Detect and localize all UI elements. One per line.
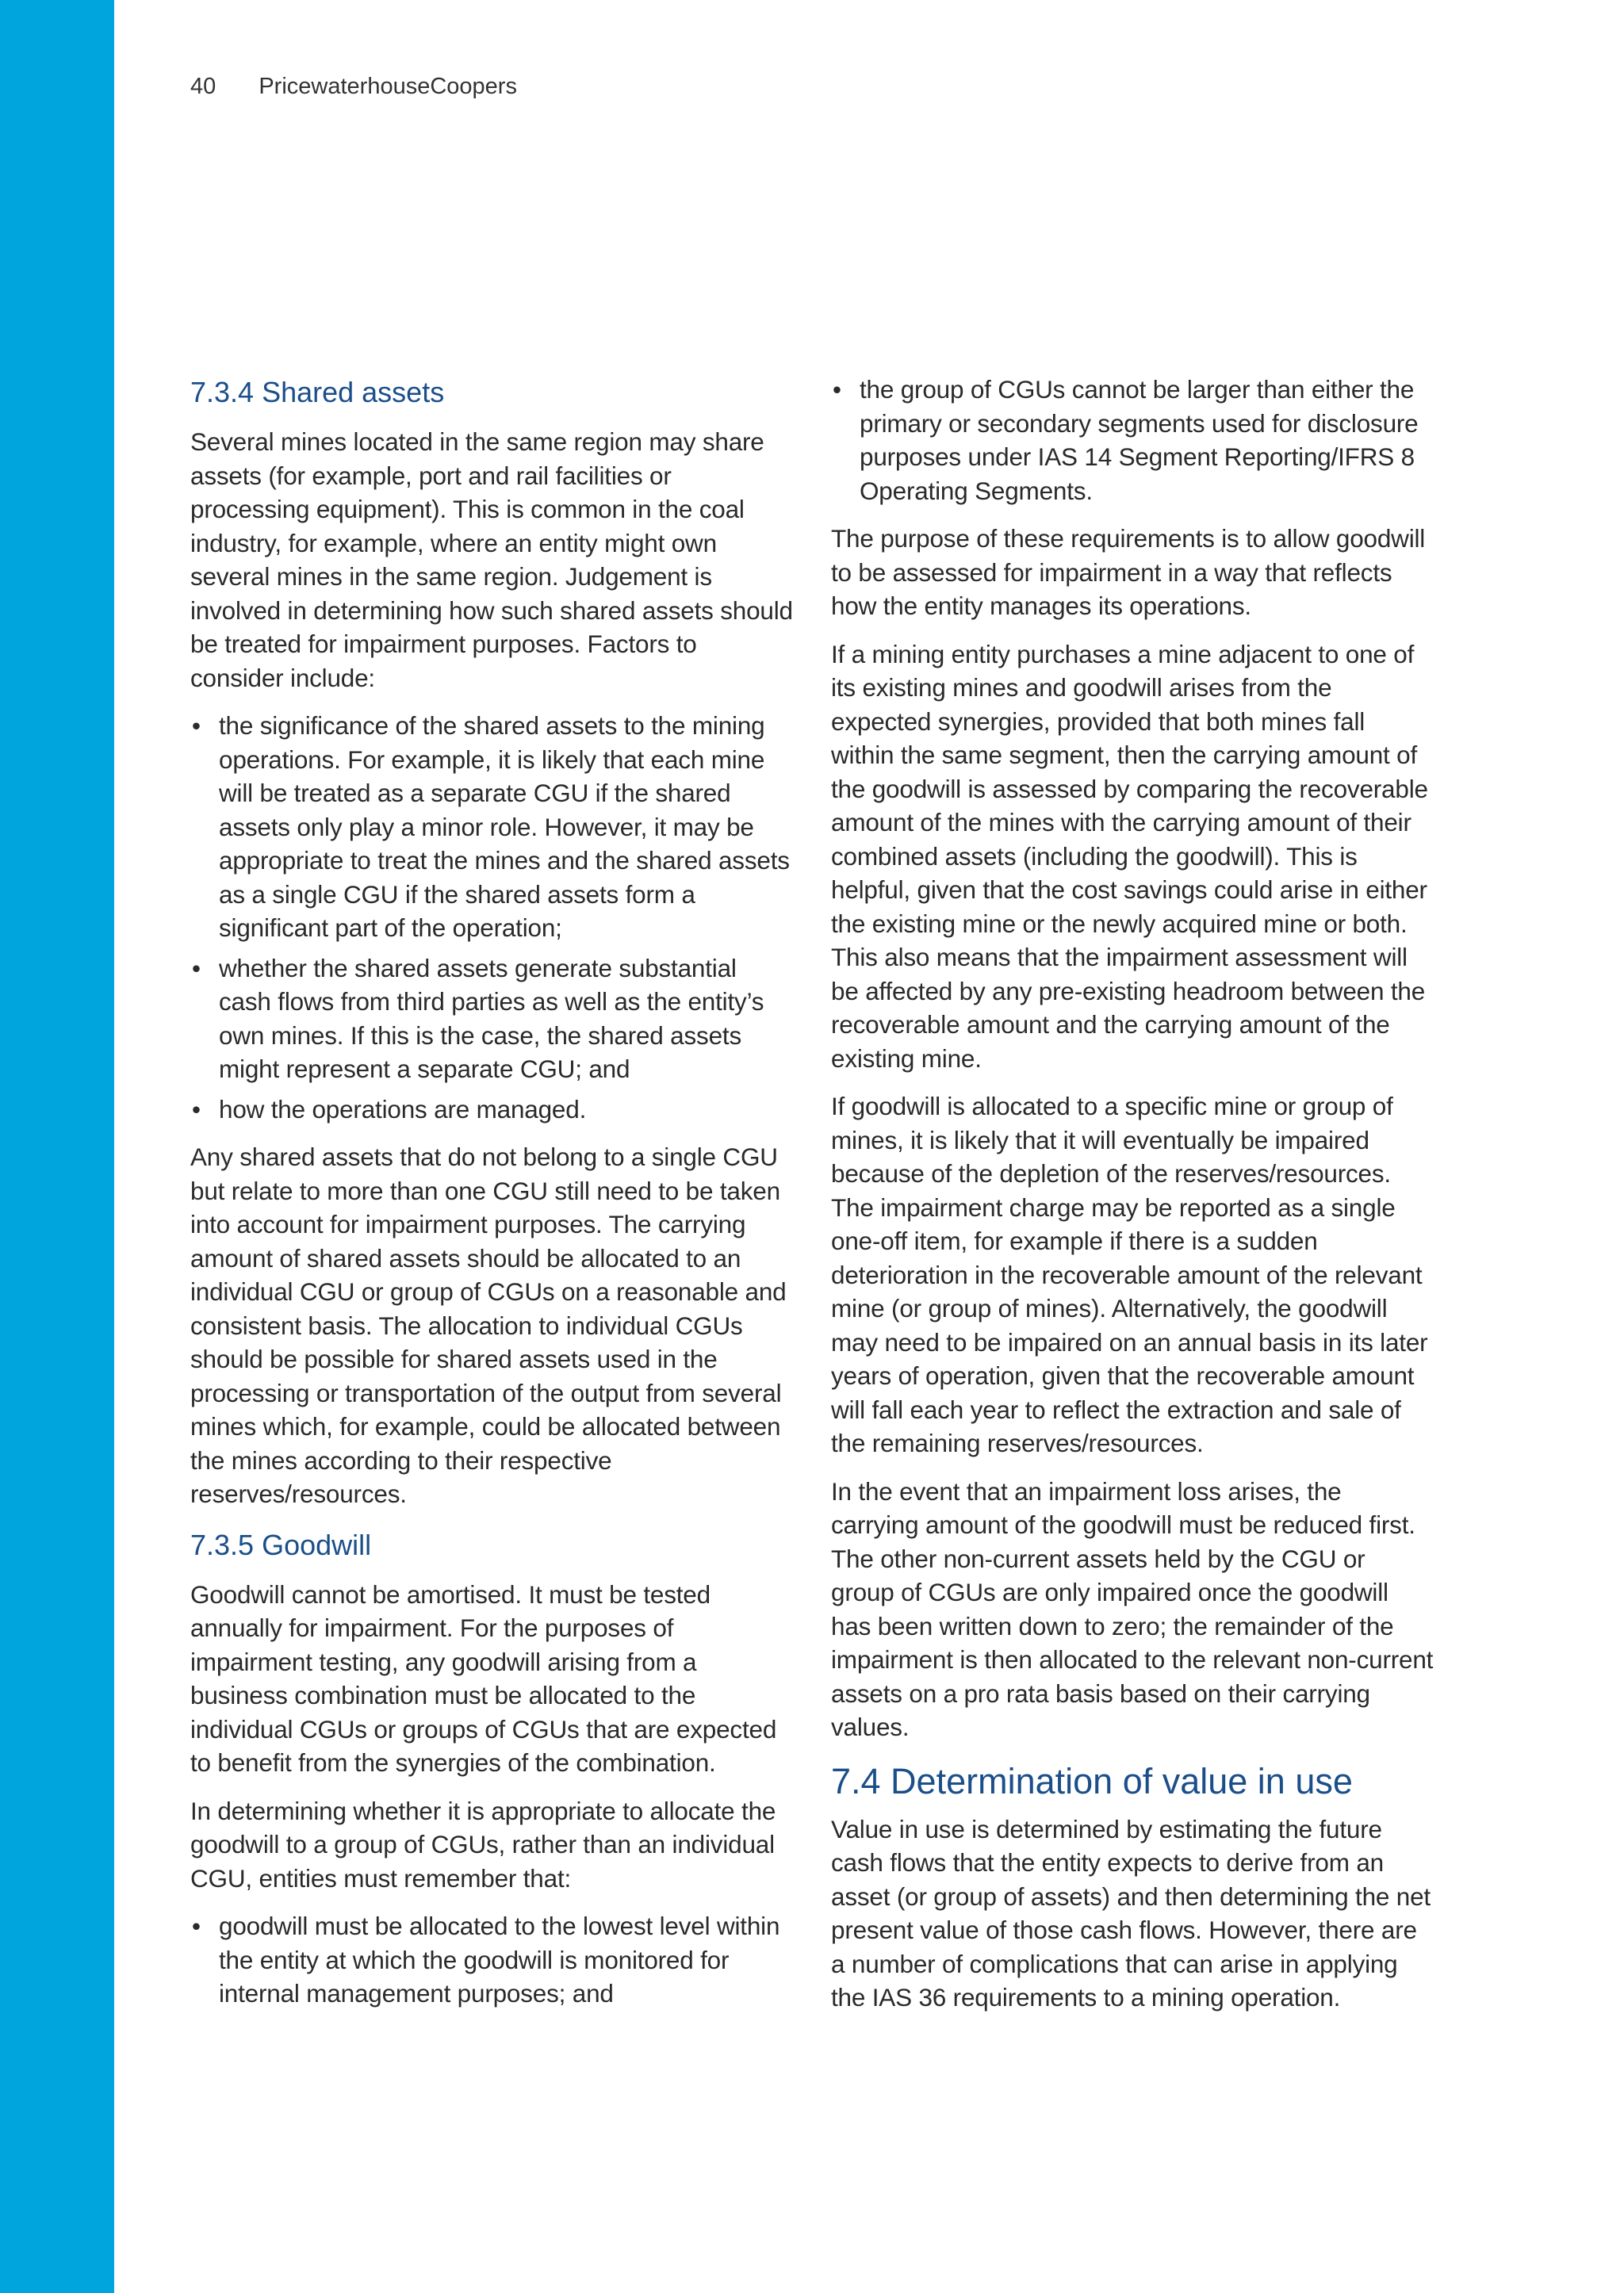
bullet-icon: • (192, 1912, 201, 1940)
bullet-icon: • (833, 375, 841, 404)
bullet-list (190, 709, 793, 1126)
company-name: PricewaterhouseCoopers (259, 74, 517, 99)
bullet-list (190, 1909, 793, 2011)
bullet-icon: • (192, 711, 201, 740)
list-item-text: how the operations are managed. (219, 1094, 587, 1124)
paragraph: Any shared assets that do not belong to a single CGU but relate to more than one CGU still need to be taken into account for impairment purposes. The carrying amount of shared assets should be allocated to an individual CGU or group of CGUs on a reasonable and consistent basis. The allocation to individual CGUs should be possible for shared assets used in the processing or transportation of the output from several mines which, for example, could be allocated between the mines according to their respective reserves/resources. (190, 1143, 787, 1508)
list-item (190, 951, 793, 1086)
paragraph: If goodwill is allocated to a specific mine or group of mines, it is likely that it will eventually be impaired because of the depletion of the reserves/resources. The impairment charge may be reported as a single one-off item, for example if there is a sudden deterioration in the recoverable amount of the relevant mine (or group of mines). Alternatively, the goodwill may need to be impaired on an annual basis in its later years of operation, given that the recoverable amount will fall each year to reflect the extraction and sale of the remaining reserves/resources. (831, 1092, 1428, 1457)
list-item (190, 1909, 793, 2011)
right-column (831, 373, 1434, 2029)
page-number: 40 (190, 74, 216, 99)
bullet-icon: • (192, 953, 201, 982)
paragraph: Value in use is determined by estimating the future cash flows that the entity expects to derive from an asset (or group of assets) and then determining the net present value of those cash flows. However, there are a number of complications that can arise in applying the IAS 36 requirements to a mining operation. (831, 1814, 1431, 2012)
side-color-band (0, 0, 114, 2293)
paragraph: If a mining entity purchases a mine adjacent to one of its existing mines and goodwill arises from the expected synergies, provided that both mines fall within the same segment, then the carrying amount of the goodwill is assessed by comparing the recoverable amount of the mines with the carrying amount of their combined assets (including the goodwill). This is helpful, given that the cost savings could arise in either the existing mine or the newly acquired mine or both. This also means that the impairment assessment will be affected by any pre-existing headroom between the recoverable amount and the carrying amount of the existing mine. (831, 639, 1428, 1073)
paragraph: Several mines located in the same region may share assets (for example, port and rail facilities or processing equipment). This is common in the coal industry, for example, where an entity might own several mines in the same region. Judgement is involved in determining how such shared assets should be treated for impairment purposes. Factors to consider include: (190, 427, 793, 692)
list-item (831, 373, 1434, 507)
section-heading-goodwill: 7.3.5 Goodwill (190, 1528, 372, 1561)
list-item (190, 1093, 793, 1127)
page-header (190, 71, 517, 102)
bullet-icon: • (192, 1094, 201, 1124)
paragraph: The purpose of these requirements is to allow goodwill to be assessed for impairment in a way that reflects how the entity manages its operations. (831, 524, 1426, 620)
list-item-text: the group of CGUs cannot be larger than either the primary or secondary segments used for disclosure purposes under IAS 14 Segment Reporting/IFRS 8 Operating Segments. (860, 375, 1419, 505)
paragraph: In determining whether it is appropriate to allocate the goodwill to a group of CGUs, rather than an individual CGU, entities must remember that: (190, 1796, 776, 1893)
list-item-text: whether the shared assets generate substantial cash flows from third parties as well as the entity’s own mines. If this is the case, the shared assets might represent a separate CGU; and (219, 953, 764, 1083)
paragraph: Goodwill cannot be amortised. It must be tested annually for impairment. For the purposes of impairment testing, any goodwill arising from a business combination must be allocated to the individual CGUs or groups of CGUs that are expected to benefit from the synergies of the combination. (190, 1579, 777, 1777)
left-column (190, 373, 793, 2025)
bullet-list (831, 373, 1434, 507)
paragraph: In the event that an impairment loss arises, the carrying amount of the goodwill must be reduced first. The other non-current assets held by the CGU or group of CGUs are only impaired once the goodwill has been written down to zero; the remainder of the impairment is then allocated to the relevant non-current assets on a pro rata basis based on their carrying values. (831, 1476, 1434, 1741)
list-item (190, 709, 793, 945)
list-item-text: goodwill must be allocated to the lowest level within the entity at which the goodwill is monitored for internal management purposes; and (219, 1912, 780, 2008)
section-heading-value-in-use: 7.4 Determination of value in use (831, 1760, 1353, 1801)
list-item-text: the significance of the shared assets to the mining operations. For example, it is likely that each mine will be treated as a separate CGU if the shared assets only play a minor role. However, it may be appropriate to treat the mines and the shared assets as a single CGU if the shared assets form a significant part of the operation; (219, 711, 790, 942)
section-heading-shared-assets: 7.3.4 Shared assets (190, 376, 445, 408)
